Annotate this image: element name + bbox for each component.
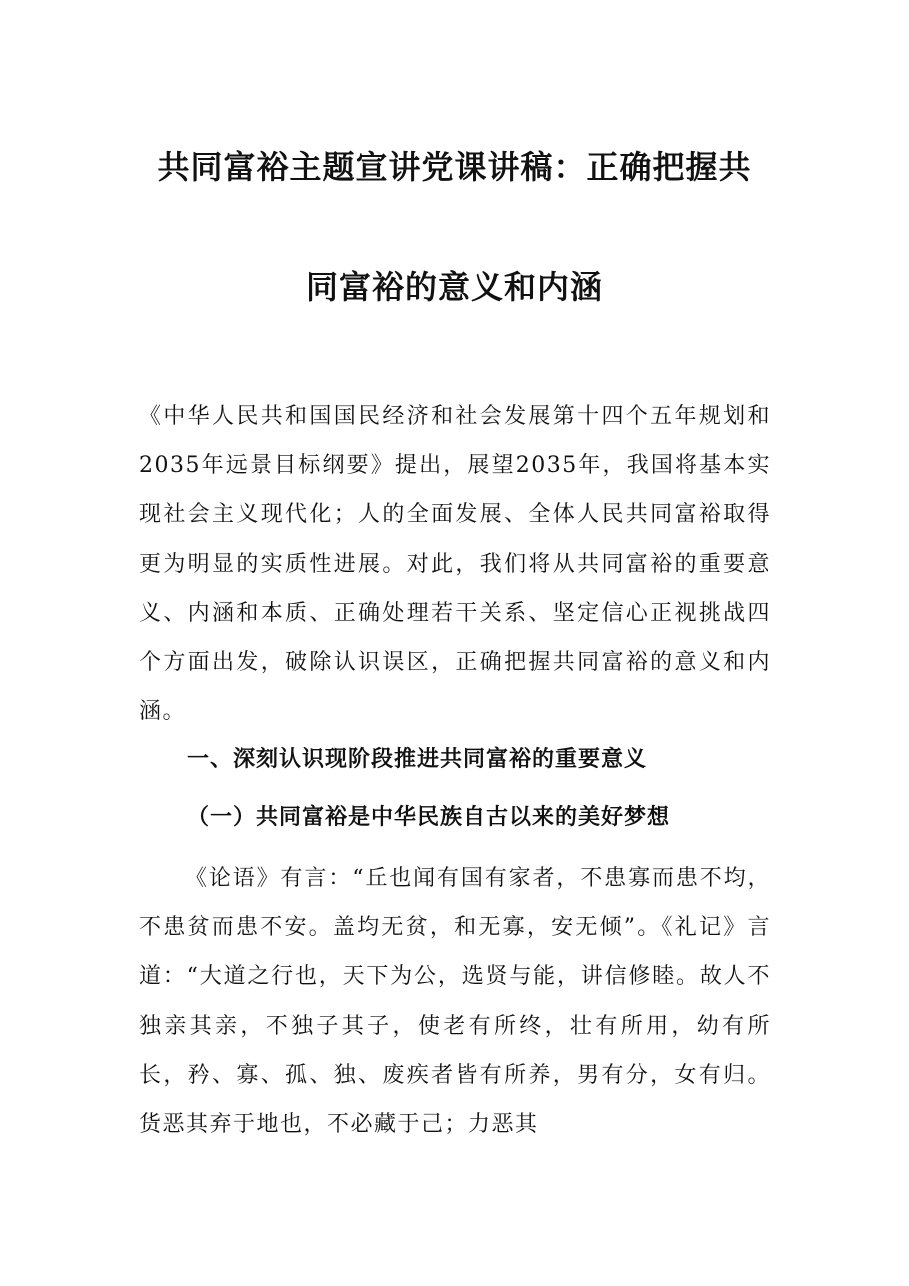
body-paragraph-1: 《论语》有言：“丘也闻有国有家者，不患寡而患不均，不患贫而患不安。盖均无贫，和无寡，安无倾”。《礼记》言道：“大道之行也，天下为公，选贤与能，讲信修睦。故人不独亲其亲，不独子其子，使老有所终，壮有所用，幼有所长，矜、寡、孤、独、废疾者皆有所养，男有分，女有归。货恶其弃于地也，不必藏于己；力恶其 (139, 866, 771, 1138)
intro-paragraph: 《中华人民共和国国民经济和社会发展第十四个五年规划和2035年远景目标纲要》提出，展望2035年，我国将基本实现社会主义现代化；人的全面发展、全体人民共同富裕取得更为明显的实质性进展。对此，我们将从共同富裕的重要意义、内涵和本质、正确处理若干关系、坚定信心正视挑战四个方面出发，破除认识误区，正确把握共同富裕的意义和内涵。 (139, 404, 771, 725)
document-title-line-2: 同富裕的意义和内涵 (305, 268, 603, 306)
subsection-heading-1: （一）共同富裕是中华民族自古以来的美好梦想 (187, 805, 671, 830)
section-heading-1: 一、深刻认识现阶段推进共同富裕的重要意义 (187, 747, 648, 772)
document-title-line-1: 共同富裕主题宣讲党课讲稿：正确把握共 (157, 148, 752, 186)
